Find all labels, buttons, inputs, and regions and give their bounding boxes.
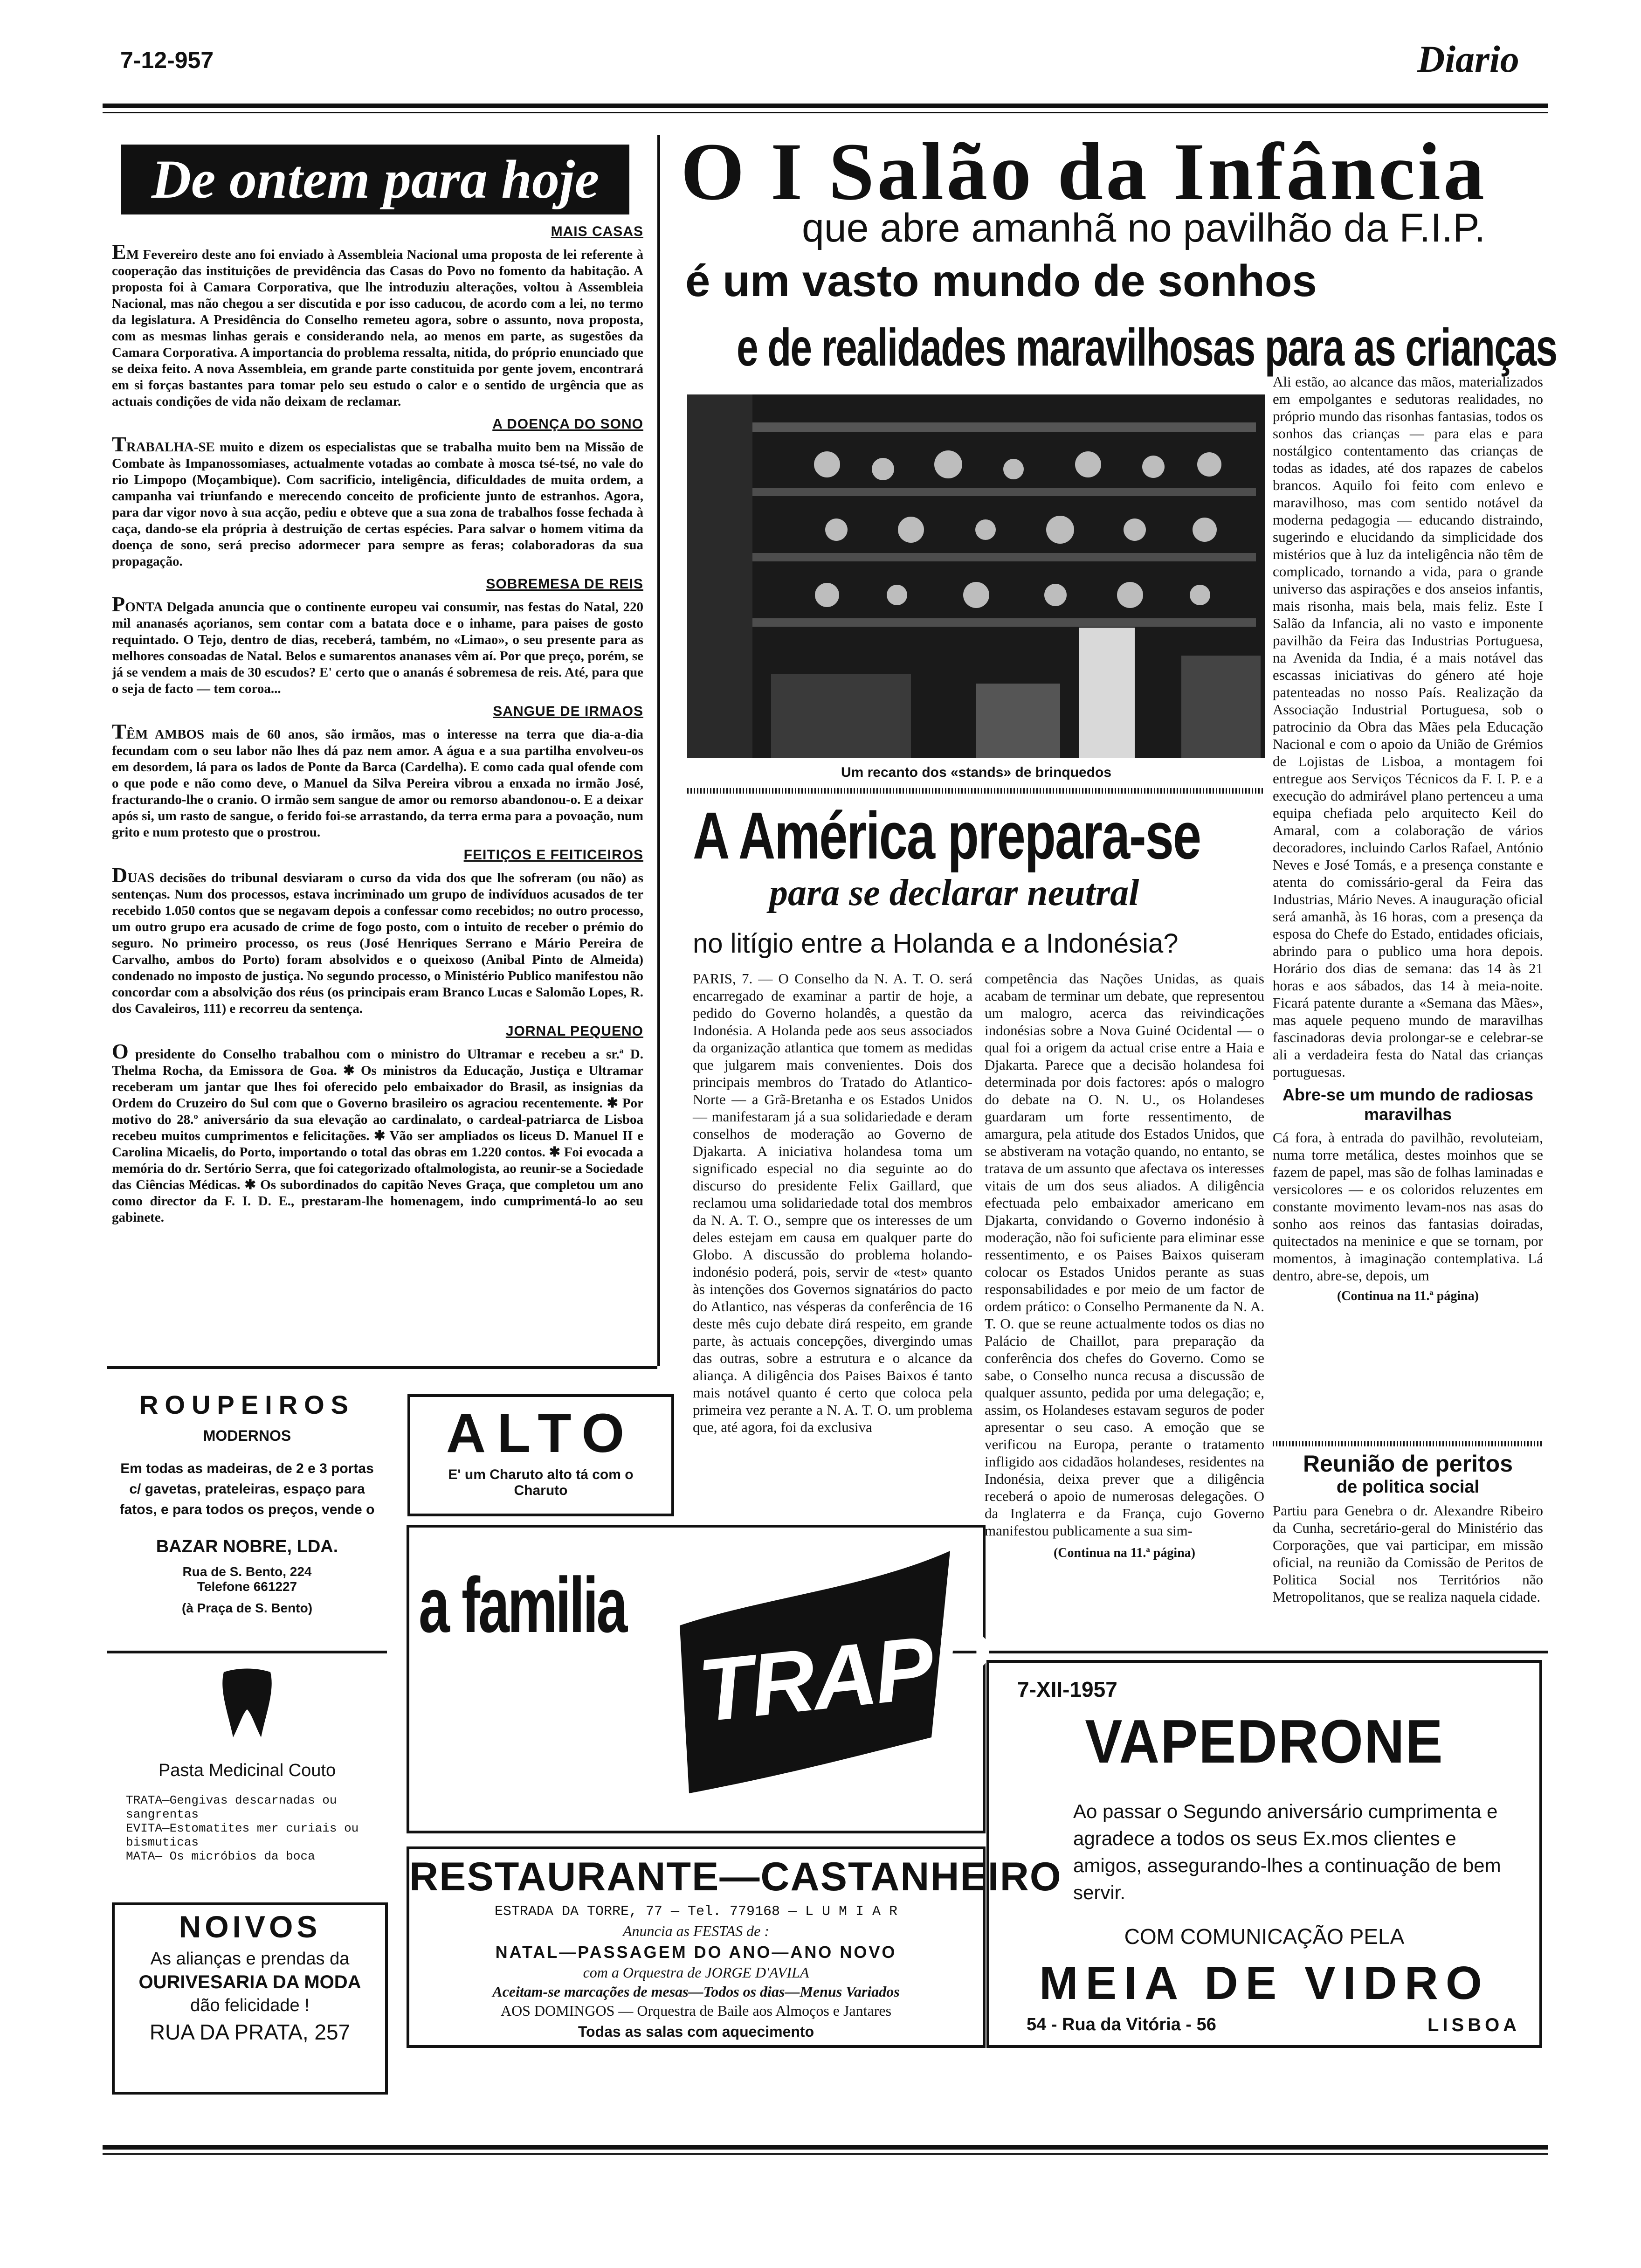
section-text-feiticos: DUAS decisões do tribunal desviaram o curso da vida dos que lhe sofreram (ou não) as sentenças. Num dos processos, estava incriminado um grupo de indivíduos acusados de ter recebido 1.050 contos que se negavam depois a confessar como recebidos; no outro processo, um outro grupo era acusado de crime de fogo posto, com o intuito de receber o prémio do seguro. No primeiro processo, os reus (José Henriques Serrano e Mário Pereira de Carvalho, ambos do Porto) foram absolvidos e o queixoso (Anibal Pinto de Almeida) condenado no imposto de justiça. No segundo processo, o Ministério Publico manifestou não concordar com a absolvição dos réus (os principais eram Branco Lucas e Salomão Lopes, R. dos Cavaleiros, 111) e recorreu da sentença. (112, 863, 643, 1016)
trapp-l1: a familia (419, 1561, 626, 1649)
roupeiros-sub: MODERNOS (203, 1427, 291, 1444)
page-date: 7-12-957 (120, 47, 214, 73)
section-text-jornal: O presidente do Conselho trabalhou com o ministro do Ultramar e recebeu a sr.ª D. Thelma Rocha, da Emissora de Goa. ✱ Os ministros da Educação, Justiça e Ultramar receberam um jantar que lhes foi oferecido pelo embaixador do Brasil, as insignias da Ordem do Cruzeiro do Sul com que o Governo brasileiro os agraciou recentemente. ✱ Por motivo do 28.º aniversário da sua elevação ao cardinalato, o cardeal-patriarca de Lisboa recebeu muitos cumprimentos e felicitações. ✱ Vão ser ampliados os liceus D. Manuel II e Carolina Micaelis, do Porto, importando o total das obras em 1.220 contos. ✱ Foi evocada a memória do dr. Sertório Serra, que foi categorizado oftalmologista, ao reunir-se a Sociedade das Ciências Médicas. ✱ Os subordinados do capitão Neves Graça, que completou um ano como director da F. I. D. E., prestaram-lhe homenagem, indo cumprimentá-lo ao seu gabinete. (112, 1039, 643, 1225)
section-heading-doenca-sono: A DOENÇA DO SONO (492, 416, 643, 432)
salao-subheading: Abre-se um mundo de radiosas maravilhas (1282, 1085, 1534, 1124)
noivos-l4: RUA DA PRATA, 257 (149, 2020, 351, 2044)
ontem-sections (112, 224, 643, 1226)
header-rule (103, 104, 1548, 108)
section-heading-sangue: SANGUE DE IRMAOS (493, 704, 643, 719)
reuniao-subtitle: de politica social (1336, 1477, 1480, 1497)
america-continua: (Continua na 11.ª página) (1053, 1546, 1196, 1560)
salao-text-2: Cá fora, à entrada do pavilhão, revoluteiam, numa torre metálica, destes moinhos que se fazem de papel, mas são de folhas laminadas e versicolores — e os coloridos reluzentes em constante movimento levam-nos nas asas do sonho aos reinos das fantasias doiradas, quitectados na meninice e que se tornam, por momentos, à imaginação contemplativa. Lá dentro, abre-se, depois, um (1273, 1129, 1543, 1284)
pasta-title: Pasta Medicinal Couto (158, 1761, 336, 1780)
pasta-line-1: TRATA—Gengivas descarnadas ou sangrentas (126, 1793, 337, 1821)
ontem-column (107, 135, 643, 1343)
section-heading-feiticos: FEITIÇOS E FEITICEIROS (463, 847, 643, 863)
column-separator (657, 135, 660, 1366)
ontem-title: De ontem para hoje (121, 145, 629, 214)
america-sub2: no litígio entre a Holanda e a Indonésia? (693, 928, 1179, 959)
photo-caption: Um recanto dos «stands» de brinquedos (841, 765, 1112, 780)
reuniao-text: Partiu para Genebra o dr. Alexandre Ribeiro da Cunha, secretário-geral do Ministério das Corporações, que vai participar, em missão oficial, na reunião da Comissão de Peritos de Politica Social nos Territórios não Metropolitanos, que se realiza naquela cidade. (1273, 1502, 1543, 1605)
vapedrone-text: Ao passar o Segundo aniversário cumprimenta e agradece a todos os seus Ex.mos clientes e amigos, assegurando-lhes a continuação de bem servir. (1073, 1800, 1501, 1903)
noivos-l1: As alianças e prendas da (150, 1949, 350, 1969)
section-text-mais-casas: EM Fevereiro deste ano foi enviado à Assembleia Nacional uma proposta de lei referente à cooperação das instituições de previdência das Casas do Povo no fomento da habitação. A proposta foi à Camara Corporativa, que lhe introduziu alterações, voltou à Assembleia Nacional, mas não chegou a ser discutida e por isso caducou, de acordo com a lei, no termo da legislatura. A Presidência do Conselho remeteu agora, sobre o assunto, nova proposta, com as mesmas linhas gerais e considerando nela, ao menos em parte, as sugestões da Camara Corporativa. A importancia do problema ressalta, nitida, do próprio enunciado que se deixa feito. A nova Assembleia, em grande parte constituida por gente jovem, encontrará em si forças bastantes para tomar pelo seu estudo o calor e o sentido de urgência que as actuais condições de vida não deixam de reclamar. (112, 240, 643, 409)
hatch-rule-2 (1273, 1441, 1543, 1446)
roupeiros-text: Em todas as madeiras, de 2 e 3 portas c/ gavetas, prateleiras, espaço para fatos, e para todos os preços, vende o (119, 1461, 375, 1517)
roupeiros-tel: Telefone 661227 (197, 1579, 297, 1594)
vapedrone-ad (986, 1660, 1542, 2048)
toys-photo (687, 394, 1265, 758)
reuniao-block (1273, 1450, 1543, 1605)
masthead: Diario (1417, 38, 1519, 80)
salao-headline: O I Salão da Infância (681, 126, 1487, 217)
vapedrone-big: MEIA DE VIDRO (1039, 1957, 1489, 2009)
america-col2-wrap (985, 970, 1264, 1561)
trapp-ad (407, 1525, 994, 1833)
alto-text: E' um Charuto alto tá com o Charuto (448, 1467, 634, 1498)
salao-sub1: que abre amanhã no pavilhão da F.I.P. (802, 206, 1486, 250)
restaurante-title: RESTAURANTE—CASTANHEIRO (409, 1854, 1062, 1899)
restaurante-ad (407, 1846, 1062, 2048)
salao-sub3: e de realidades maravilhosas para as crianças (737, 318, 1557, 377)
salao-text: Ali estão, ao alcance das mãos, materializados em empolgantes e sedutoras realidades, no próprio mundo das risonhas fantasias, todos os sonhos das crianças — para elas e para nostálgico contentamento das crianças de todas as idades, até dos rapazes de cabelos brancos. Aquilo foi feito com enlevo e maravilhoso, mas com sentido notável da moderna pedagogia — educando distraindo, sugerindo e elucidando da simplicidade dos mistérios que à luz da inteligência não têm de complicado, tornando a vida, para o grande universo das aspirações e dos anseios infantis, mais risonha, mais bela, mais feliz. Este I Salão da Infancia, ali no vasto e imponente pavilhão da Feira das Industrias Portuguesa, na Avenida da India, é a mais notável das escassas iniciativas do género até hoje patenteadas no nosso País. Realização da Associação Industrial Portuguesa, sob o patrocinio da Obra das Mães pela Educação Nacional e com o apoio da União de Grémios de Lojistas de Lisboa, a montagem foi entregue aos Serviços Técnicos da F. I. P. e a execução do admirável plano pertenceu a uma equipa chefiada pelo arquitecto Keil do Amaral, com a colaboração de vários decoradores, incluindo Carlos Rafael, António Neves e José Tomás, e a presença constante e atenta do comissário-geral da Feira das Industrias, Mário Neves. A inauguração oficial será amanhã, às 16 horas, com a presença da esposa do Chefe do Estado, entidades oficiais, abrindo para o publico uma hora depois. Horário dos dias de semana: das 14 às 21 horas e aos sábados, das 14 à meia-noite. Ficará patente durante a «Semana das Mães», mas aquele pequeno mundo de maravilhas fascinadoras deviа prolongar-se e celebrar-se ali a verdadeira festa do Natal das crianças portuguesas. (1273, 373, 1543, 1080)
restaurante-l4: Aceitam-se marcações de mesas—Todos os dias—Menus Variados (492, 1983, 900, 2000)
roupeiros-title: ROUPEIROS (139, 1390, 355, 1419)
vapedrone-city: LISBOA (1427, 2015, 1521, 2035)
vapedrone-title: VAPEDRONE (1085, 1707, 1444, 1776)
roupeiros-ad (107, 1380, 387, 1641)
roupeiros-note: (à Praça de S. Bento) (181, 1601, 313, 1615)
vapedrone-com: COM COMUNICAÇÃO PELA (1124, 1924, 1405, 1949)
restaurante-l6: Todas as salas com aquecimento (578, 2023, 814, 2040)
pasta-line-3: MATA— Os micróbios da boca (126, 1849, 315, 1863)
pasta-line-2: EVITA—Estomatites mer curiais ou bismuticas (126, 1821, 359, 1849)
trapp-l2: TRAPP (694, 1611, 994, 1741)
america-sub1: para se declarar neutral (769, 872, 1139, 913)
roupeiros-addr: Rua de S. Bento, 224 (182, 1564, 312, 1579)
roupeiros-name: BAZAR NOBRE, LDA. (156, 1537, 338, 1556)
left-bottom-rule (107, 1366, 657, 1369)
restaurante-l2: NATAL—PASSAGEM DO ANO—ANO NOVO (495, 1943, 897, 1962)
header-rule-thin (103, 112, 1548, 113)
alto-ad (407, 1394, 674, 1516)
noivos-l3: dão felicidade ! (190, 1996, 310, 2015)
restaurante-addr: ESTRADA DA TORRE, 77 — Tel. 779168 — L U M I A R (494, 1904, 898, 1920)
toys-photo-art (687, 394, 1265, 758)
footer-rule (103, 2145, 1548, 2150)
section-heading-jornal: JORNAL PEQUENO (505, 1023, 643, 1039)
alto-title: ALTO (446, 1403, 636, 1464)
noivos-l2: OURIVESARIA DA MODA (138, 1972, 361, 1992)
section-text-sangue: TÊM AMBOS mais de 60 anos, são irmãos, mas o interesse na terra que dia-a-dia fecundam com o seu labor não lhes dá paz nem amor. A água e a sua partilha envolveu-os em desordem, lá para os lados de Ponte da Barca (Cardelha). E como cada qual ofende com o que pode e não como deve, o Manuel da Silva Pereira vibrou a enxada no irmão José, fracturando-lhe o cranio. O irmão sem sangue de amor ou remorso abandonou-o. E a deixar após si, um rasto de sangue, o ferido foi-se arrastando, da terra erma para a povoação, num grito e num protesto que o prostrou. (112, 719, 643, 840)
america-col2: competência das Nações Unidas, as quais acabam de terminar um debate, que representou um malogro, acerca das reivindicações indonésias sobre a Nova Guiné Ocidental — o qual foi a origem da actual crise entre a Haia e Djakarta. Parece que a decisão holandesa foi determinada por dois factores: após o malogro do debate na O. N. U., os Holandeses guardaram um forte ressentimento, de amargura, pela atitude dos Estados Unidos, que se abstiveram na votação quando, no entanto, se tratava de um assunto que afectava os interesses vitais de um dos seus aliados. A diligência efectuada pelo embaixador americano em Djakarta, convidando o Governo indonésio à moderação, não foi suficiente para eliminar esse ressentimento, e os Paises Baixos quiseram colocar os Estados Unidos perante as suas responsabilidades e por meio de um factor de ordem prático: o Conselho Permanente da N. A. T. O. que se reune actualmente todos os dias no Palácio de Chaillot, para preparação da conferência dos chefes do Governo. Como se sabe, o Conselho nunca recusa a discussão de qualquer assunto, pedida por uma delegação; e, assim, os Holandeses estavam seguros de poder apresentar o seu caso. A emoção que se verificou na Europa, perante o tratamento infligido aos cidadãos holandeses, residentes na Indonésia, deixa prever que a diligência receberá o apoio de numerosas delegações. O da Inglaterra e da França, cujo Governo manifestou publicamente a sua sim- (985, 970, 1264, 1539)
salao-continua: (Continua na 11.ª página) (1337, 1289, 1479, 1303)
restaurante-l5: AOS DOMINGOS — Orquestra de Baile aos Almoços e Jantares (500, 2002, 892, 2019)
section-text-sobremesa: PONTA Delgada anuncia que o continente europeu vai consumir, nas festas do Natal, 220 mil ananasés açorianos, sem contar com a batata doce e o inhame, para paises de gosto requintado. O Tejo, dentro de dias, receberá, também, no «Limao», o seu presente para as melhores consoadas de Natal. Belos e sumarentos ananases vêm aí. Por que preço, porém, se já se vendem a mais de 30 escudos? E' certo que o ananás é sobremesa de reis. Até, para que o seja de facto — tem coroa... (112, 592, 643, 696)
salao-sub2: é um vasto mundo de sonhos (685, 256, 1317, 306)
restaurante-l3: com a Orquestra de JORGE D'AVILA (583, 1964, 809, 1981)
footer-rule-thin (103, 2153, 1548, 2155)
vapedrone-date: 7-XII-1957 (1017, 1677, 1117, 1701)
salao-column (1273, 373, 1543, 1304)
section-heading-sobremesa: SOBREMESA DE REIS (486, 576, 643, 592)
reuniao-title: Reunião de peritos (1303, 1451, 1513, 1477)
pasta-ad (107, 1651, 387, 1877)
restaurante-l1: Anuncia as FESTAS de : (622, 1922, 769, 1939)
hatch-rule-1 (687, 788, 1265, 794)
america-headline: A América prepara-se (693, 798, 1201, 873)
noivos-ad (112, 1902, 388, 2095)
america-col1: PARIS, 7. — O Conselho da N. A. T. O. será encarregado de examinar a partir de hoje, a pedido do Governo holandês, a questão da Indonésia. A Holanda pede aos seus associados da organização atlantica que tomem as medidas que julgarem mais convenientes. Dois dos principais membros do Tratado do Atlantico-Norte — a Grã-Bretanha e os Estados Unidos — manifestaram já a sua solidariedade e deram conselhos de moderação ao Governo de Djakarta. A iniciativa holandesa toma um significado especial no dia seguinte ao do discurso do presidente Felix Gaillard, que reclamou uma solidariedade total dos membros da N. A. T. O., sempre que os interesses de um deles estejam em causa em qualquer parte do Globo. A discussão do problema holando-indonésio poderá, pois, servir de «test» quanto às intenções dos Governos signatários do pacto do Atlantico, nas vésperas da conferência de 16 deste mês cujo debate dirá respeito, em grande parte, às actuais concepções, divergindo umas das outras, sobre a estrutura e o alcance da aliança. A diligência dos Paises Baixos é tanto mais notável quanto é certo que coloca pela primeira vez perante a N. A. T. O. um problema que, até agora, foi da exclusiva (693, 970, 972, 1435)
vapedrone-addr: 54 - Rua da Vitória - 56 (1027, 2015, 1216, 2034)
tooth-icon (210, 1663, 284, 1742)
section-heading-mais-casas: MAIS CASAS (551, 224, 643, 239)
noivos-title: NOIVOS (179, 1909, 321, 1944)
section-text-doenca-sono: TRABALHA-SE muito e dizem os especialistas que se trabalha muito bem na Missão de Combate às Impanossomiases, actualmente votadas ao combate à mosca tsé-tsé, no vale do rio Limpopo (Moçambique). Com sacrificio, inteligência, dificuldades de muita ordem, a campanha vai triunfando e merecendo conceito de proficiente junto de estranhos. Agora, para dar vigor novo à sua acção, pediu e obteve que a sua zona de trabalhos fosse fechada à caça, dando-se ela própria à destruição de certas espécies. Para salvar o homem vitima da doença de sono, será preciso adormecer para sempre as feras; colaboradoras da sua propagação. (112, 432, 643, 569)
